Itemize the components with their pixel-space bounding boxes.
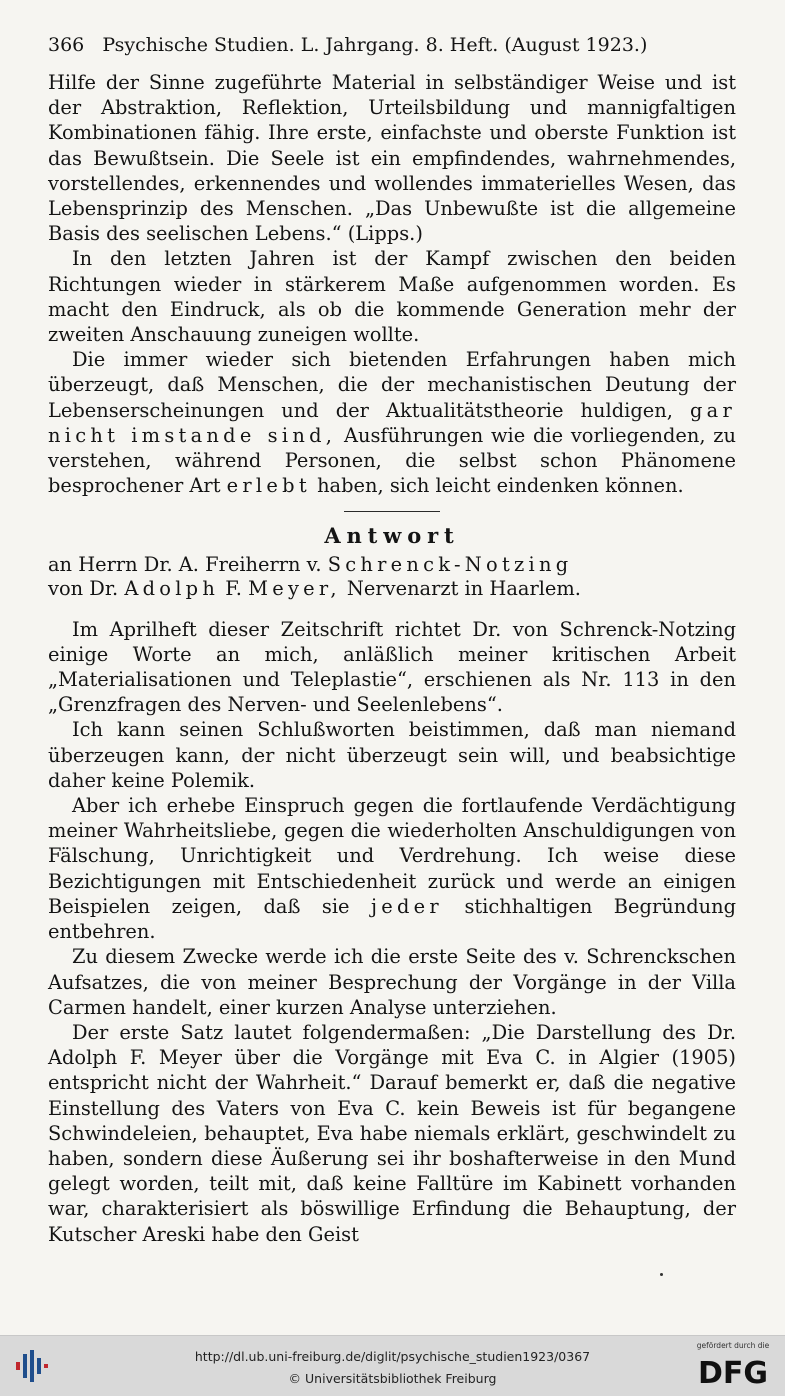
subhead-author-first-name: Adolph [124,576,220,600]
dfg-logo-icon [693,1353,773,1389]
article-subhead-recipient [48,553,736,577]
paragraph-3-emphasis-2: erlebt [226,474,311,498]
running-head-text [48,34,647,56]
paragraph-6-part-b: stichhaltigen Begründung entbehren. [48,894,736,944]
subhead-author-role: Nervenarzt in Haarlem. [346,576,581,600]
paragraph-8: Der erste Satz lautet folgendermaßen: „Die Darstellung des Dr. Adolph F. Meyer über die Vorgänge mit Eva C. in Algier (1905) entspricht nicht der Wahrheit.“ Darauf bemerkt er, daß die negative Einstellung des Vaters von Eva C. kein Beweis ist für begangene Schwindeleien, behauptet, Eva habe niemals erklärt, geschwindelt zu haben, sondern diese Äußerung sei ihr boshafterweise in den Mund gelegt worden, teilt mit, daß keine Falltüre im Kabinett vorhanden war, charakterisiert als böswillige Erfindung die Behauptung, der Kutscher Areski habe den Geist [48,1020,736,1246]
scan-speck [660,1273,663,1276]
subhead-recipient-name: Schrenck-Notzing [327,552,573,576]
running-title: Psychische Studien. L. Jahrgang. 8. Heft. (August 1923.) [102,34,648,56]
subhead-recipient-text: an Herrn Dr. A. Freiherrn v. [48,552,322,576]
viewer-footer [0,1335,785,1396]
paragraph-6 [48,793,736,944]
paragraph-3-part-b: Ausführungen wie die vorliegenden, zu verstehen, während Personen, die selbst schon Phänomene besprochener Art [48,423,736,498]
paragraph-6-emphasis: jeder [370,894,443,918]
running-head [48,34,738,56]
dfg-funding-badge [691,1341,775,1391]
paragraph-4: Im Aprilheft dieser Zeitschrift richtet Dr. von Schrenck-Notzing einige Worte an mich, anläßlich meiner kritischen Arbeit „Materialisationen und Teleplastie“, erschienen als Nr. 113 in den „Grenzfragen des Nerven- und Seelenlebens“. [48,617,736,717]
text-block [48,70,736,1247]
paragraph-1: Hilfe der Sinne zugeführte Material in selbständiger Weise und ist der Abstraktion, Reflektion, Urteilsbildung und mannigfaltigen Kombinationen fähig. Ihre erste, einfachste und oberste Funktion ist das Bewußtsein. Die Seele ist ein empfindendes, wahrnehmendes, vorstellendes, erkennendes und wollendes immaterielles Wesen, das Lebensprinzip des Menschen. „Das Unbewußte ist die allgemeine Basis des seelischen Lebens.“ (Lipps.) [48,71,736,246]
paragraph-2: In den letzten Jahren ist der Kampf zwischen den beiden Richtungen wieder in stärkerem Maße aufgenommen worden. Es macht den Eindruck, als ob die kommende Generation mehr der zweiten Anschauung zuneigen wollte. [48,247,736,347]
page-url[interactable]: http://dl.ub.uni-freiburg.de/diglit/psychische_studien1923/0367 [194,1349,591,1364]
page-number: 366 [48,34,85,56]
article-headline: Antwort [324,523,460,549]
subhead-author-prefix: von Dr. [48,576,119,600]
dfg-logo-text: DFG [697,1356,769,1389]
paragraph-5: Ich kann seinen Schlußworten beistimmen, daß man niemand überzeugen kann, der nicht überzeugt sein will, und beabsichtige daher keine Polemik. [48,718,736,792]
paragraph-7: Zu diesem Zwecke werde ich die erste Seite des v. Schrenckschen Aufsatzes, die von meiner Besprechung der Vorgänge in der Villa Carmen handelt, einer kurzen Analyse unterziehen. [48,945,736,1019]
paragraph-6-part-a: Aber ich erhebe Einspruch gegen die fortlaufende Verdächtigung meiner Wahrheitsliebe, gegen die wiederholten Anschuldigungen von Fälschung, Unrichtigkeit und Verdrehung. Ich weise diese Bezichtigungen mit Entschiedenheit zurück und werde an einigen Beispielen zeigen, daß sie [48,794,736,918]
paragraph-3-part-a: Die immer wieder sich bietenden Erfahrungen haben mich überzeugt, daß Menschen, die der mechanistischen Deutung der Lebenserscheinungen und der Aktualitätstheorie huldigen, [48,348,736,422]
paragraph-3 [48,347,736,498]
dfg-caption: gefördert durch die [696,1341,770,1350]
subhead-author-last-name: Meyer, [248,576,341,600]
article-subhead-author [48,577,736,601]
paragraph-3-emphasis-1: gar nicht imstande sind, [48,398,736,447]
copyright-notice: © Universitätsbibliothek Freiburg [288,1371,497,1386]
subhead-author-initial: F. [225,576,242,600]
paragraph-3-part-c: haben, sich leicht eindenken können. [317,474,684,498]
section-divider [344,511,440,512]
